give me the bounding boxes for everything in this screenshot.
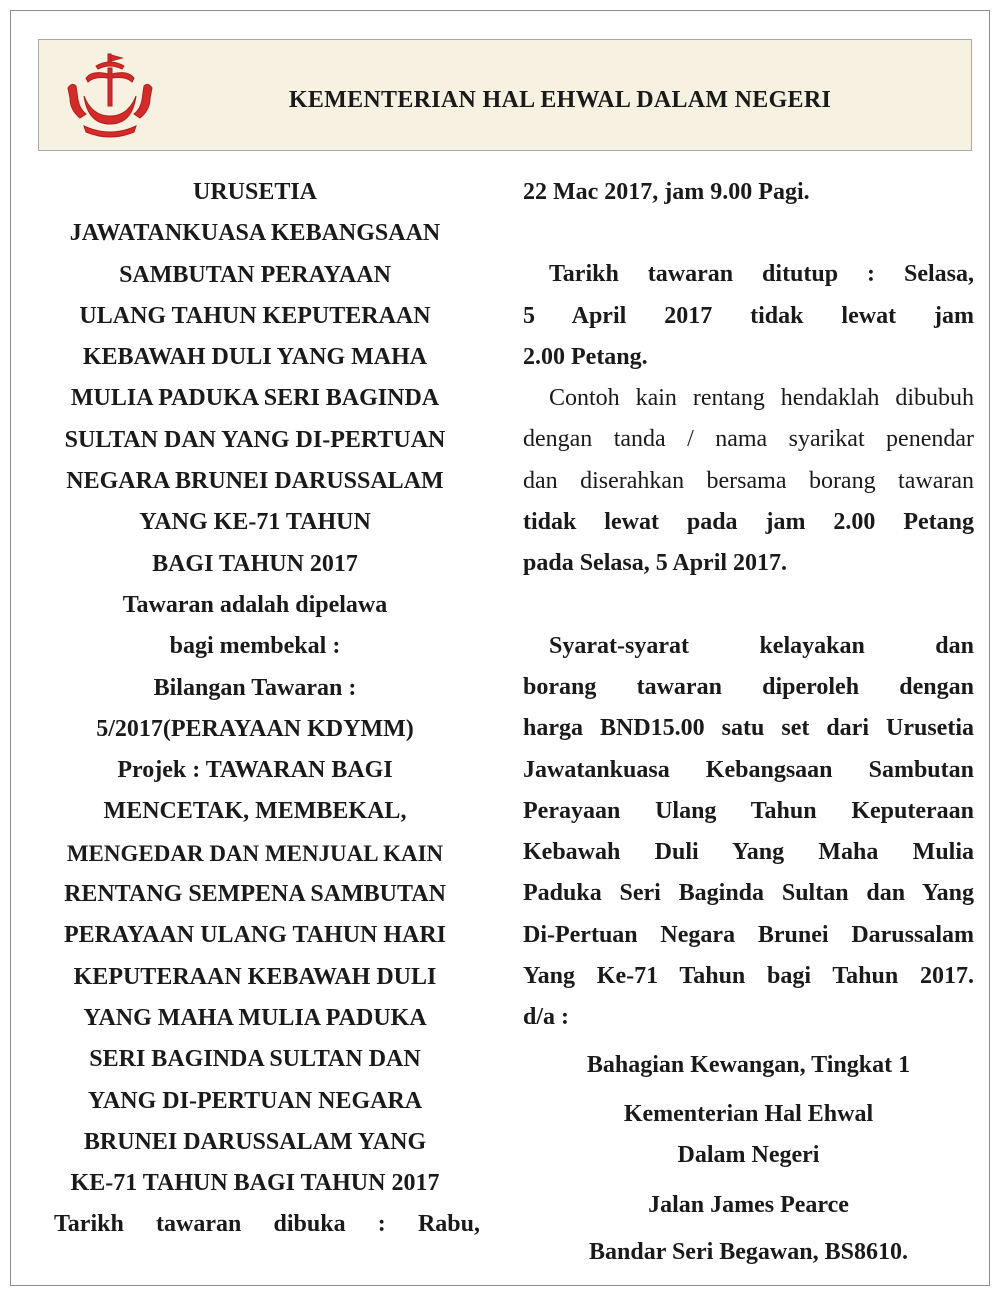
project-line: RENTANG SEMPENA SAMBUTAN <box>64 881 446 908</box>
project-line: YANG MAHA MULIA PADUKA <box>83 1004 427 1031</box>
project-line: MENCETAK, MEMBEKAL, <box>103 798 407 825</box>
project-line: PERAYAAN ULANG TAHUN HARI <box>63 922 447 949</box>
heading-line: KEBAWAH DULI YANG MAHA <box>82 344 428 371</box>
terms-line: Perayaan Ulang Tahun Keputeraan <box>523 797 974 824</box>
right-column <box>523 172 974 1273</box>
heading-line: SAMBUTAN PERAYAAN <box>119 261 391 288</box>
terms-line: d/a : <box>523 1004 570 1031</box>
closing-date-line: 5 April 2017 tidak lewat jam <box>523 302 974 329</box>
sample-note-line: pada Selasa, 5 April 2017. <box>523 550 788 577</box>
closing-date-line: Tarikh tawaran ditutup : Selasa, <box>549 261 974 288</box>
address-line: Bahagian Kewangan, Tingkat 1 <box>586 1051 911 1078</box>
tender-number: 5/2017(PERAYAAN KDYMM) <box>96 715 414 742</box>
sample-note-line: tidak lewat pada jam 2.00 Petang <box>523 509 974 536</box>
terms-line: Syarat-syarat kelayakan dan <box>549 632 974 659</box>
ministry-title: KEMENTERIAN HAL EHWAL DALAM NEGERI <box>288 87 832 113</box>
project-line: KE-71 TAHUN BAGI TAHUN 2017 <box>70 1170 440 1197</box>
project-line: KEPUTERAAN KEBAWAH DULI <box>73 963 437 990</box>
terms-line: Paduka Seri Baginda Sultan dan Yang <box>523 880 974 907</box>
project-line: YANG DI-PERTUAN NEGARA <box>87 1087 423 1114</box>
terms-line: Di-Pertuan Negara Brunei Darussalam <box>523 921 974 948</box>
heading-line: NEGARA BRUNEI DARUSSALAM <box>66 468 444 495</box>
sample-note-line: dengan tanda / nama syarikat penendar <box>523 426 974 453</box>
project-line: Projek : TAWARAN BAGI <box>117 757 393 784</box>
left-column <box>30 172 480 1245</box>
secretariat-line: URUSETIA <box>192 179 318 205</box>
heading-line: YANG KE-71 TAHUN <box>139 509 371 536</box>
committee-line: JAWATANKUASA KEBANGSAAN <box>69 220 441 247</box>
heading-line: ULANG TAHUN KEPUTERAAN <box>79 302 431 329</box>
sample-note-line: dan diserahkan bersama borang tawaran <box>523 467 974 494</box>
address-line: Kementerian Hal Ehwal <box>623 1100 874 1127</box>
project-line: BRUNEI DARUSSALAM YANG <box>83 1128 427 1155</box>
terms-line: Kebawah Duli Yang Maha Mulia <box>523 839 974 866</box>
heading-line: BAGI TAHUN 2017 <box>152 550 358 577</box>
opening-date-line: Tarikh tawaran dibuka : Rabu, <box>54 1211 480 1238</box>
sample-note-line: Contoh kain rentang hendaklah dibubuh <box>549 385 974 412</box>
heading-line: MULIA PADUKA SERI BAGINDA <box>70 385 440 412</box>
address-line: Jalan James Pearce <box>648 1191 849 1218</box>
project-line: MENGEDAR DAN MENJUAL KAIN <box>66 840 444 866</box>
terms-line: borang tawaran diperoleh dengan <box>523 673 974 700</box>
brunei-crest-icon <box>62 52 158 138</box>
tender-number-label: Bilangan Tawaran : <box>153 674 357 701</box>
terms-line: harga BND15.00 satu set dari Urusetia <box>523 715 974 742</box>
terms-line: Yang Ke-71 Tahun bagi Tahun 2017. <box>523 963 974 990</box>
closing-date-line: 2.00 Petang. <box>523 343 648 370</box>
invitation-line: Tawaran adalah dipelawa <box>122 591 388 618</box>
heading-line: SULTAN DAN YANG DI-PERTUAN <box>64 426 446 453</box>
address-line: Dalam Negeri <box>677 1142 820 1169</box>
terms-line: Jawatankuasa Kebangsaan Sambutan <box>523 756 974 783</box>
opening-date-cont: 22 Mac 2017, jam 9.00 Pagi. <box>523 179 810 205</box>
project-line: SERI BAGINDA SULTAN DAN <box>89 1046 421 1073</box>
address-line: Bandar Seri Begawan, BS8610. <box>589 1238 908 1265</box>
invitation-line: bagi membekal : <box>169 633 341 660</box>
